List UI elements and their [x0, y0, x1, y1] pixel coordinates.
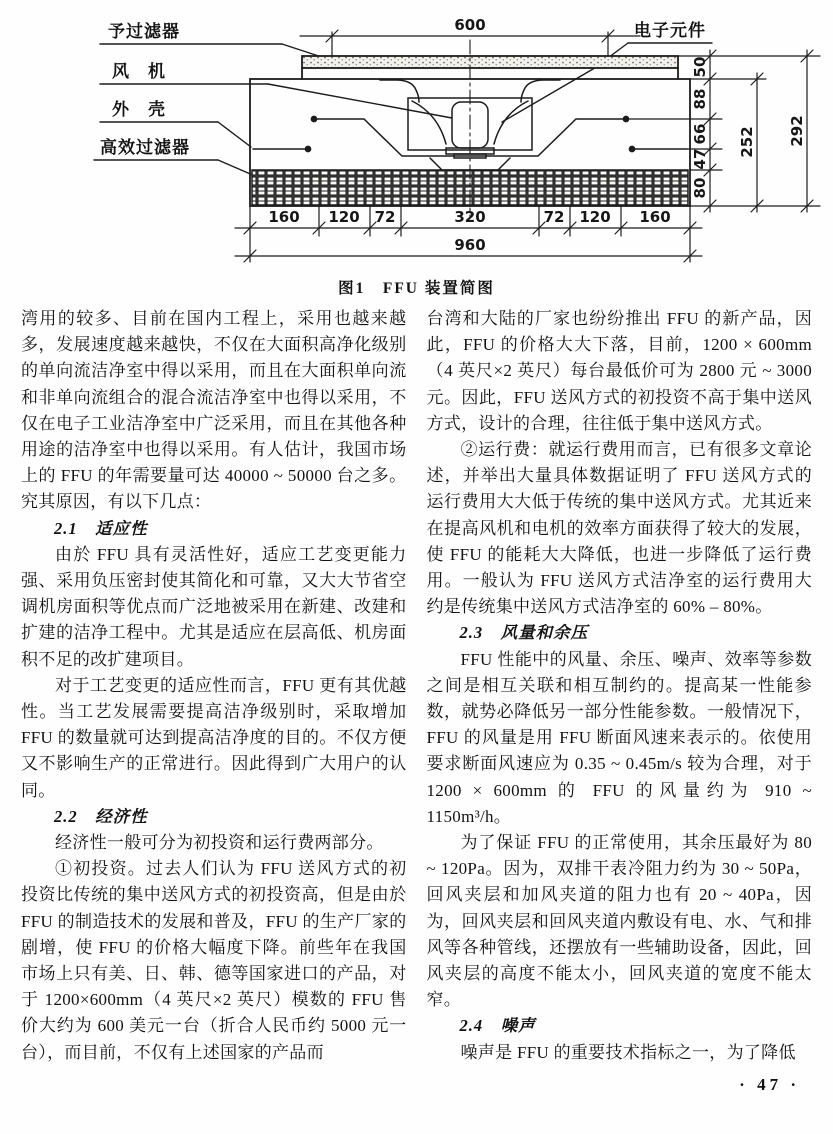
paragraph-2-1-b: 对于工艺变更的适应性而言，FFU 更有其优越性。当工艺发展需要提高洁净级别时，采取增加 FFU 的数量就可达到提高洁净度的目的。不仅方便又不影响生产的正常进行。因此得到广大用户的认同。	[21, 675, 407, 800]
figure-1	[0, 0, 833, 298]
label-electronics-group	[502, 20, 712, 122]
pre-filter-strip	[302, 56, 678, 68]
figure-part-labels	[94, 21, 452, 179]
paragraph-2-2-a: 经济性一般可分为初投资和运行费两部分。	[55, 833, 384, 853]
dim-160-left: 160	[268, 208, 300, 226]
left-column	[21, 306, 407, 1098]
dim-72-right: 72	[543, 208, 565, 226]
paragraph-2-2-d: ②运行费：就运行费用而言，已有很多文章论述，并举出大量具体数据证明了 FFU 送风方式的运行费用大大低于传统的集中送风方式。尤其近来在提高风机和电机的效率方面获得了较大的发展，使 FFU 的能耗大大降低，也进一步降低了运行费用。一般认为 FFU 送风方式洁净室的运行费用大约是传统集中送风方式洁净室的 60% – 80%。	[426, 440, 812, 617]
dim-72-left: 72	[374, 208, 396, 226]
page-number: · 47 ·	[739, 1074, 800, 1094]
dim-960: 960	[454, 236, 486, 254]
dim-320: 320	[454, 208, 486, 226]
paragraph-2-2-c: 台湾和大陆的厂家也纷纷推出 FFU 的新产品，因此，FFU 的价格大大下落，目前，1200 × 600mm（4 英尺×2 英尺）每台最低价可为 2800 元 ~ 3000 元。因此，FFU 送风方式的初投资不高于集中送风方式，设计的合理，往往低于集中送风方式。	[426, 309, 812, 433]
dim-47: 47	[691, 148, 709, 170]
dim-80: 80	[691, 177, 709, 199]
paragraph-2-3-a: FFU 性能中的风量、余压、噪声、效率等参数之间是相互关联和相互制约的。提高某一性能参数，就势必降低另一部分性能参数。一般情况下，FFU 的风量是用 FFU 断面风速来表示的。依使用要求断面风速应为 0.35 ~ 0.45m/s 较为合理，对于 1200 × 600mm 的 FFU 的风量约为 910 ~ 1150m³/h。	[426, 649, 812, 826]
heading-2-3: 2.3 风量和余压	[459, 623, 589, 643]
dim-120-right: 120	[579, 208, 611, 226]
dim-252: 252	[738, 126, 756, 158]
heading-2-1: 2.1 适应性	[54, 518, 148, 538]
ffu-schematic-drawing	[50, 6, 825, 274]
dim-292: 292	[788, 115, 806, 147]
dim-600: 600	[454, 16, 486, 34]
dim-88: 88	[691, 88, 709, 110]
label-pre-filter: 予过滤器	[108, 22, 180, 41]
paragraph-2-1-a: 由於 FFU 具有灵活性好，适应工艺变更能力强、采用负压密封使其简化和可靠，又大大节省空调机房面积等优点而广泛地被采用在新建、改建和扩建的洁净工程中。尤其是适应在层高低、机房面积不足的改扩建项目。	[21, 544, 407, 669]
dim-160-right: 160	[639, 208, 671, 226]
article-body	[0, 306, 833, 1098]
paragraph-2-4-a: 噪声是 FFU 的重要技术指标之一，为了降低	[460, 1042, 796, 1062]
dim-120-left: 120	[328, 208, 360, 226]
paragraph-2-3-b: 为了保证 FFU 的正常使用，其余压最好为 80 ~ 120Pa。因为，双排干表冷阻力约为 30 ~ 50Pa，回风夹层和加风夹道的阻力也有 20 ~ 40Pa，因为，回风夹层和回风夹道内敷设有电、水、气和排风等各种管线，还摆放有一些辅助设备，因此，回风夹层的高度不能太小，回风夹道的宽度不能太窄。	[426, 833, 812, 1010]
dimension-bottom	[235, 207, 702, 262]
label-hepa-filter: 高效过滤器	[100, 138, 190, 157]
right-column	[427, 306, 813, 1098]
heading-2-2: 2.2 经济性	[54, 806, 148, 826]
dim-66: 66	[691, 123, 709, 145]
paragraph-intro: 湾用的较多、目前在国内工程上，采用也越来越多，发展速度越来越快，不仅在大面积高净化级别的单向流洁净室中得以采用，而且在大面积单向流和非单向流组合的混合流洁净室中也得以采用，不仅在电子工业洁净室中广泛采用，而且在其他各种用途的洁净室中也得以采用。有人估计，我国市场上的 FFU 的年需要量可达 40000 ~ 50000 台之多。究其原因，有以下几点：	[21, 309, 407, 512]
figure-caption: 图1 FFU 装置简图	[338, 280, 495, 297]
label-casing: 外 壳	[112, 100, 166, 119]
label-fan: 风 机	[112, 62, 166, 81]
heading-2-4: 2.4 噪声	[459, 1016, 536, 1036]
dim-50: 50	[691, 56, 709, 78]
paragraph-2-2-b: ①初投资。过去人们认为 FFU 送风方式的初投资比传统的集中送风方式的初投资高，但是由於 FFU 的制造技术的发展和普及，FFU 的生产厂家的剧增，使 FFU 的价格大幅度下降。前些年在我国市场上只有美、日、韩、德等国家进口的产品，对于 1200×600mm（4 英尺×2 英尺）模数的 FFU 售价大约为 600 美元一台（折合人民币约 5000 元一台），而目前，不仅有上述国家的产品而	[21, 859, 407, 1062]
label-electronics: 电子元件	[634, 21, 706, 40]
